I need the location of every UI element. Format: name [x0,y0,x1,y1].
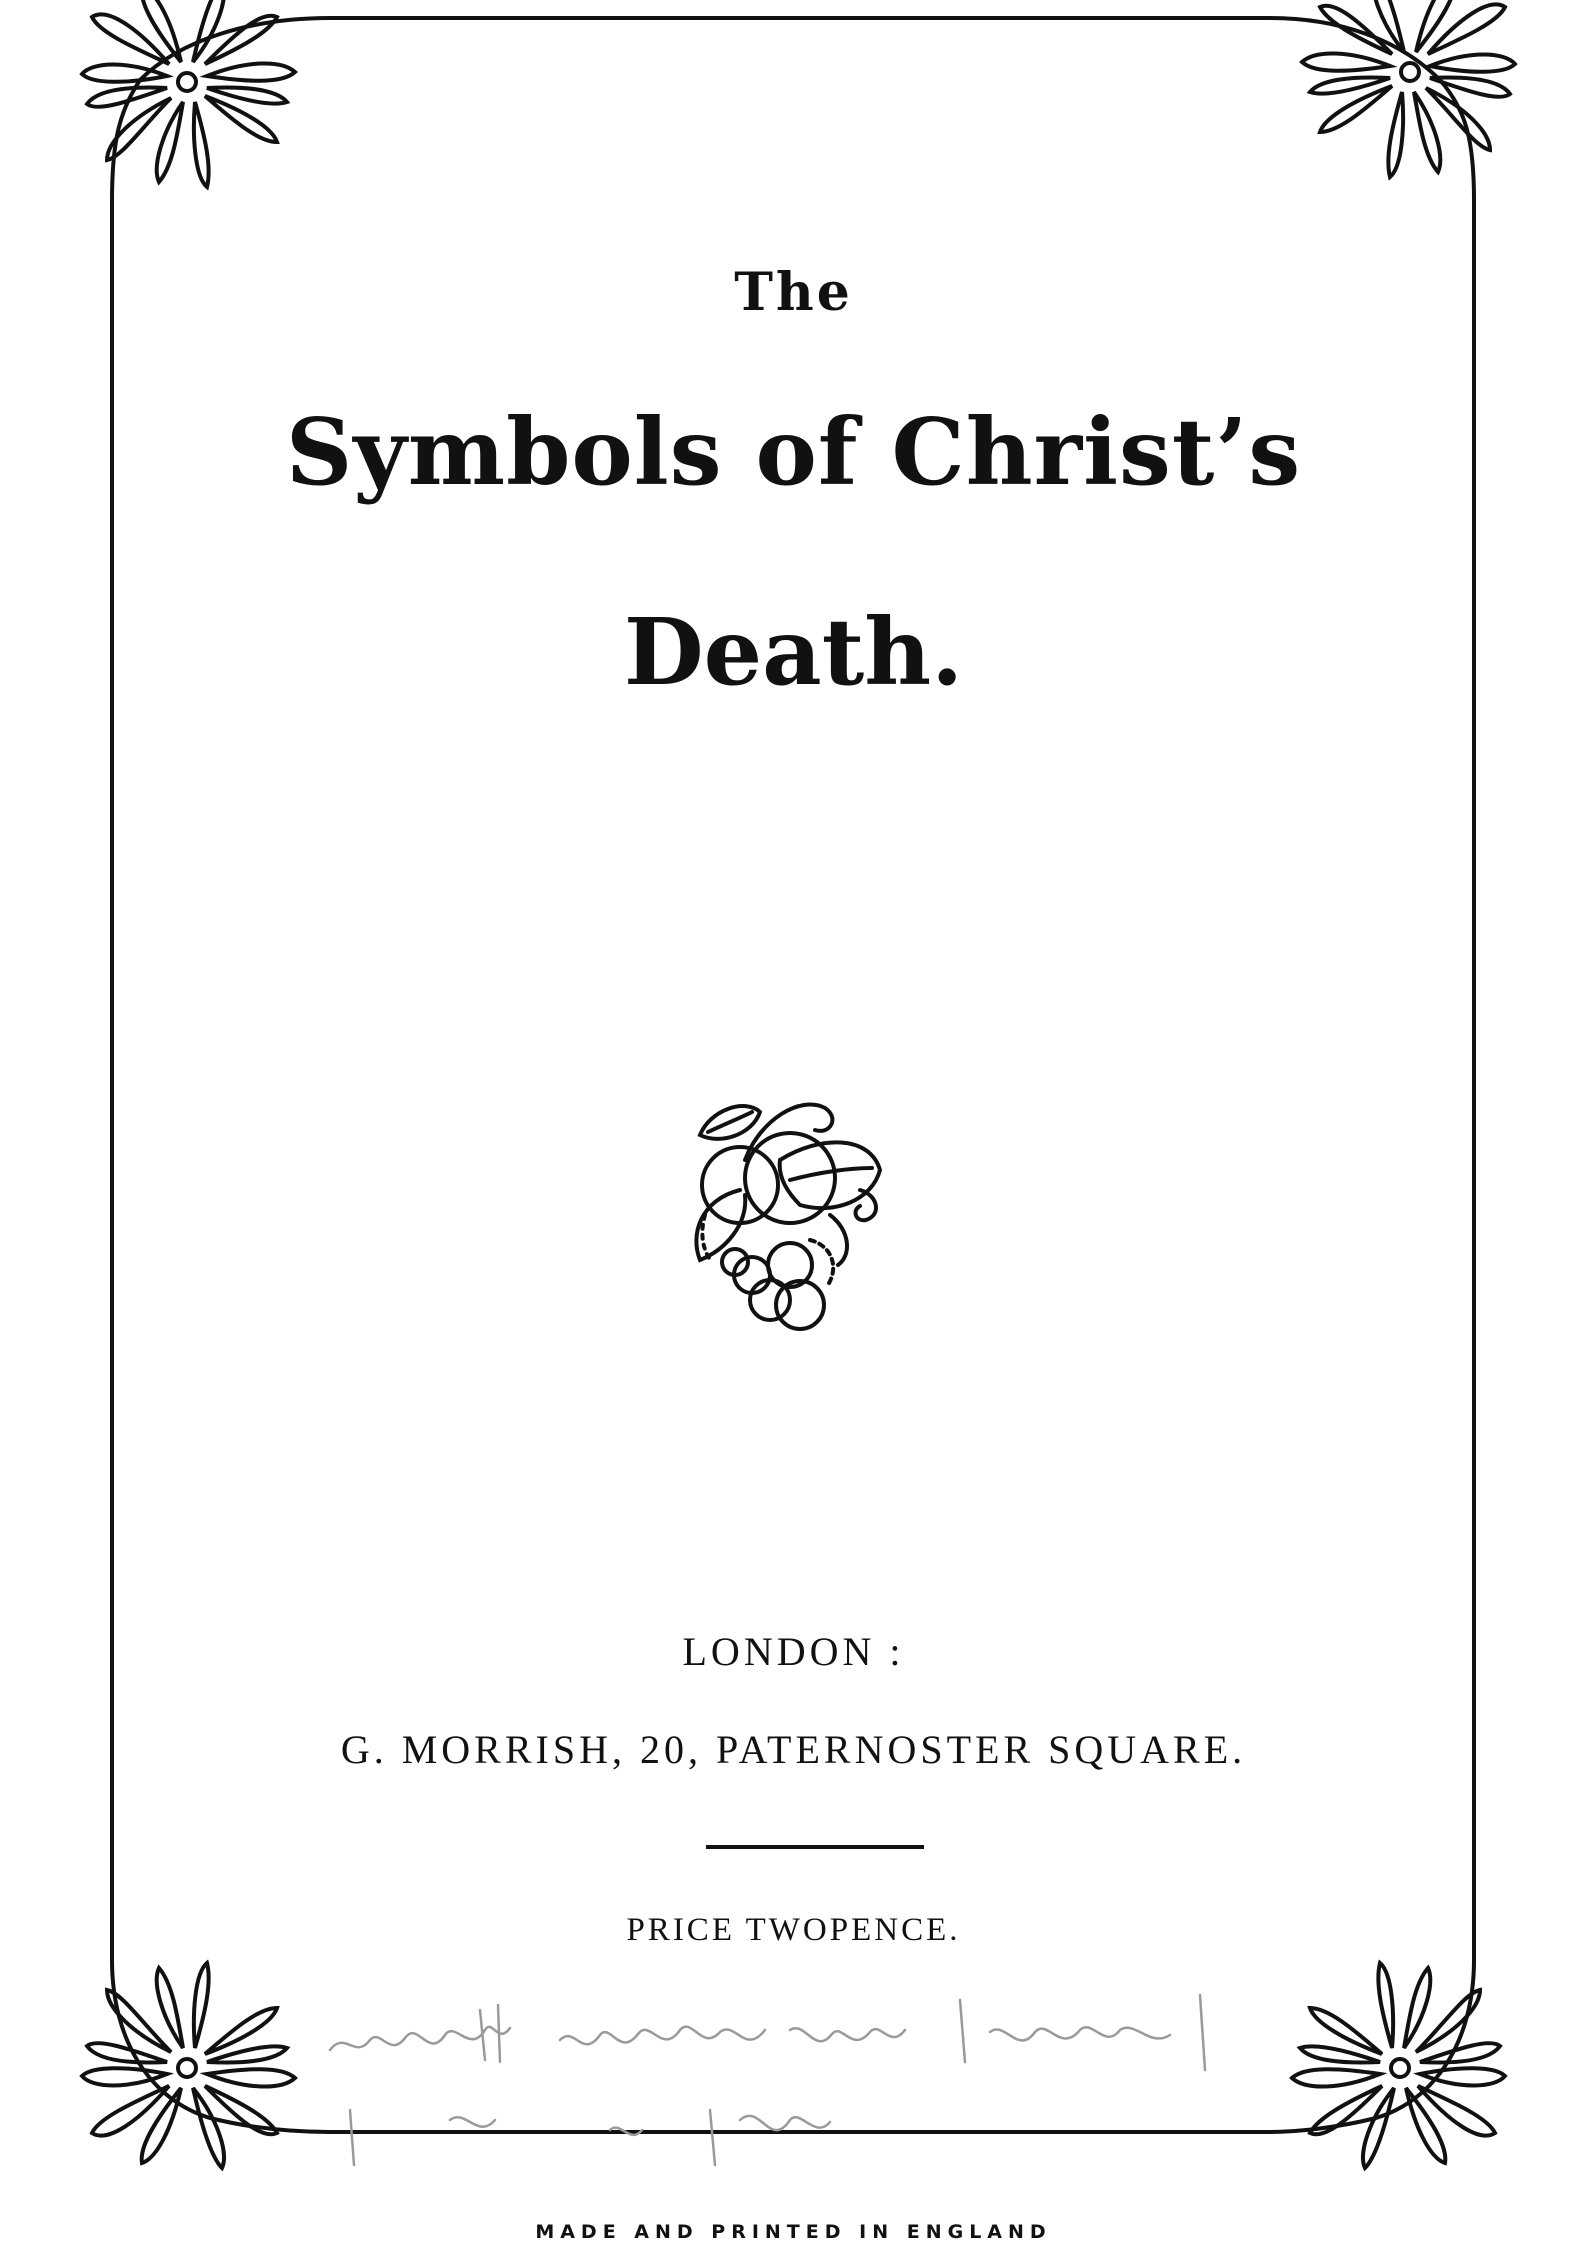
publisher-address: G. MORRISH, 20, PATERNOSTER SQUARE. [340,1727,1247,1772]
corner-flourish-icon [82,0,295,187]
divider-rule [706,1845,924,1849]
corner-flourish-icon [82,1963,295,2168]
pencil-inscription [320,1990,1260,2190]
fruit-vignette-icon [696,1105,880,1329]
title-article: The [734,262,853,323]
corner-flourish-icon [1292,1963,1505,2168]
place-of-publication: LONDON : [682,1629,905,1674]
printed-in-note: MADE AND PRINTED IN ENGLAND [535,2221,1052,2243]
page-title: Symbols of Christ’s [285,398,1302,506]
page-title-continued: Death. [623,598,964,706]
price-line: PRICE TWOPENCE. [626,1912,961,1948]
border-line [112,18,1474,2132]
